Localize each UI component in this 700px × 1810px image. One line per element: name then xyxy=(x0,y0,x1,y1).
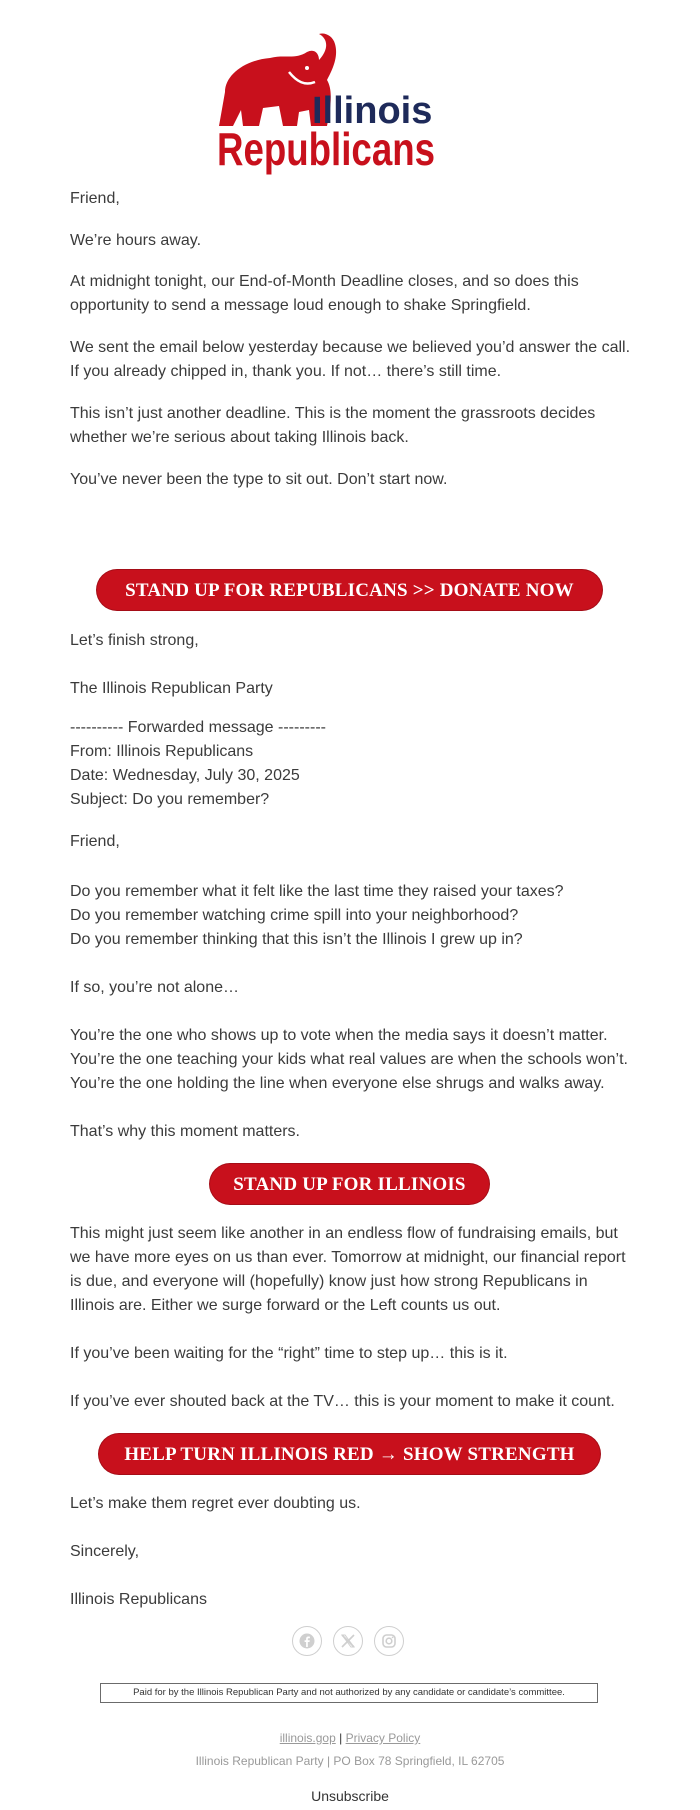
site-link[interactable]: illinois.gop xyxy=(279,1731,336,1745)
intro-p3-line2: If you already chipped in, thank you. If not… there’s still time. xyxy=(70,363,502,380)
privacy-policy-link[interactable]: Privacy Policy xyxy=(345,1731,421,1745)
intro-p5: You’ve never been the type to sit out. Don’t start now. xyxy=(70,471,448,488)
intro-p1: We’re hours away. xyxy=(70,232,202,249)
greeting: Friend, xyxy=(70,190,120,207)
footer-address: Illinois Republican Party | PO Box 78 Springfield, IL 62705 xyxy=(195,1754,505,1768)
elephant-logo-icon xyxy=(215,30,485,182)
body3-line1: This might just seem like another in an endless flow of fundraising emails, but xyxy=(70,1225,618,1242)
question-3: Do you remember thinking that this isn’t the Illinois I grew up in? xyxy=(70,931,523,948)
intro-p2-line1: At midnight tonight, our End-of-Month Deadline closes, and so does this xyxy=(70,273,579,290)
footer-separator: | xyxy=(339,1731,343,1745)
footer-links xyxy=(0,1731,700,1745)
forward-date: Date: Wednesday, July 30, 2025 xyxy=(70,767,300,784)
stand-up-for-illinois-button[interactable]: STAND UP FOR ILLINOIS xyxy=(210,1164,489,1204)
body3-line4: Illinois are. Either we surge forward or the Left counts us out. xyxy=(70,1297,501,1314)
signoff-closing: Let’s finish strong, xyxy=(70,632,199,649)
instagram-icon[interactable] xyxy=(374,1626,404,1656)
youre-the-one-2: You’re the one teaching your kids what real values are when the schools won’t. xyxy=(70,1051,628,1068)
logo-line2: Republicans xyxy=(217,123,435,175)
forward-subject: Subject: Do you remember? xyxy=(70,791,270,808)
youre-the-one-1: You’re the one who shows up to vote when the media says it doesn’t matter. xyxy=(70,1027,608,1044)
forward-from: From: Illinois Republicans xyxy=(70,743,254,760)
signoff-signature: The Illinois Republican Party xyxy=(70,680,273,697)
body2-greeting: Friend, xyxy=(70,833,120,850)
regret-line: Let’s make them regret ever doubting us. xyxy=(70,1495,361,1512)
not-alone: If so, you’re not alone… xyxy=(70,979,239,996)
forward-header: ---------- Forwarded message --------- xyxy=(70,719,326,736)
facebook-icon[interactable] xyxy=(292,1626,322,1656)
body3-line2: we have more eyes on us than ever. Tomorrow at midnight, our financial report xyxy=(70,1249,626,1266)
show-strength-button[interactable]: HELP TURN ILLINOIS RED → SHOW STRENGTH xyxy=(99,1434,600,1474)
body3-line3: is due, and everyone will (hopefully) know just how strong Republicans in xyxy=(70,1273,588,1290)
closing-sincerely: Sincerely, xyxy=(70,1543,140,1560)
intro-p4-line2: whether we’re serious about taking Illinois back. xyxy=(70,429,409,446)
x-icon[interactable] xyxy=(333,1626,363,1656)
tv-line: If you’ve ever shouted back at the TV… this is your moment to make it count. xyxy=(70,1393,615,1410)
illinois-republicans-logo xyxy=(215,30,485,182)
paid-for-disclaimer: Paid for by the Illinois Republican Party and not authorized by any candidate or candidate’s committee. xyxy=(100,1683,598,1703)
question-1: Do you remember what it felt like the last time they raised your taxes? xyxy=(70,883,564,900)
question-2: Do you remember watching crime spill into your neighborhood? xyxy=(70,907,519,924)
waiting-line: If you’ve been waiting for the “right” time to step up… this is it. xyxy=(70,1345,508,1362)
intro-p4-line1: This isn’t just another deadline. This is the moment the grassroots decides xyxy=(70,405,596,422)
intro-p2-line2: opportunity to send a message loud enough to shake Springfield. xyxy=(70,297,531,314)
unsubscribe-link[interactable]: Unsubscribe xyxy=(311,1788,389,1804)
closing-signature: Illinois Republicans xyxy=(70,1591,207,1608)
intro-p3-line1: We sent the email below yesterday because we believed you’d answer the call. xyxy=(70,339,631,356)
donate-now-button[interactable]: STAND UP FOR REPUBLICANS >> DONATE NOW xyxy=(97,570,602,610)
youre-the-one-3: You’re the one holding the line when everyone else shrugs and walks away. xyxy=(70,1075,605,1092)
moment-matters: That’s why this moment matters. xyxy=(70,1123,300,1140)
logo-line1: Illinois xyxy=(312,90,433,132)
